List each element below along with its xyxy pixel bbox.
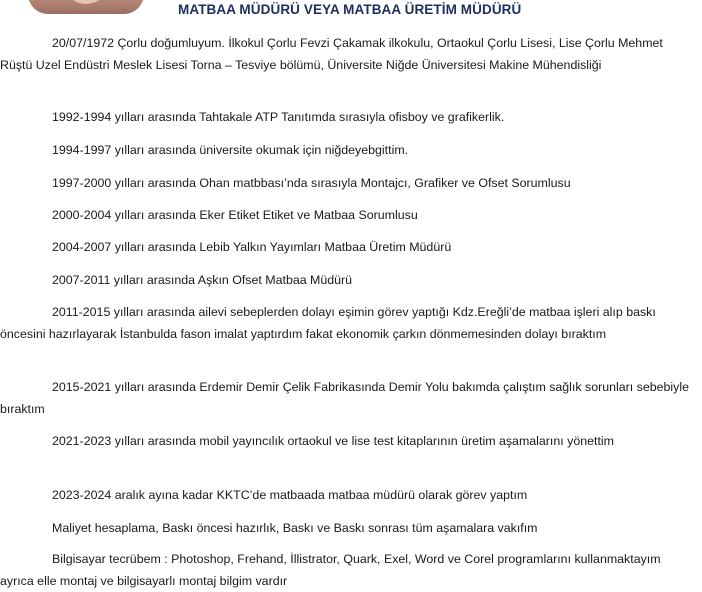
experience-item: 1994-1997 yılları arasında üniversite okumak için niğdeyebgittim. xyxy=(52,143,409,157)
experience-item: 2011-2015 yılları arasında ailevi sebeplerden dolayı eşimin görev yaptığı Kdz.Ereğli’de matbaa işleri alıp baskı öncesini hazırlayarak İstanbulda fason imalat yaptırdım fakat ekonomik çarkın dönmemesinden dolayı bıraktım xyxy=(0,305,660,341)
experience-item: 2000-2004 yılları arasında Eker Etiket Etiket ve Matbaa Sorumlusu xyxy=(52,208,418,222)
experience-item: 1992-1994 yılları arasında Tahtakale ATP Tanıtımda sırasıyla ofisboy ve grafikerlik. xyxy=(52,110,505,124)
profile-photo xyxy=(28,0,144,14)
experience-item: 2004-2007 yılları arasında Lebib Yalkın Yayımları Matbaa Üretim Müdürü xyxy=(52,240,452,254)
experience-item: 2007-2011 yılları arasında Aşkın Ofset Matbaa Müdürü xyxy=(52,273,353,287)
skills-item: Bilgisayar tecrübem : Photoshop, Frehand, İllistrator, Quark, Exel, Word ve Corel programlarını kullanmaktayım ayrıca elle montaj ve bilgisayarlı montaj bilgim vardır xyxy=(0,552,664,588)
experience-item: 2015-2021 yılları arasında Erdemir Demir Çelik Fabrikasında Demir Yolu bakımda çalıştım sağlık sorunları sebebiyle bıraktım xyxy=(0,380,693,416)
experience-item: 1997-2000 yılları arasında Ohan matbbası’nda sırasıyla Montajcı, Grafiker ve Ofset Sorumlusu xyxy=(52,176,571,190)
experience-item: 2021-2023 yılları arasında mobil yayıncılık ortaokul ve lise test kitaplarının üretim aşamalarını yönettim xyxy=(52,434,614,448)
skills-item: Maliyet hesaplama, Baskı öncesi hazırlık, Baskı ve Baskı sonrası tüm aşamalara vakıfım xyxy=(52,521,538,535)
document-title: MATBAA MÜDÜRÜ VEYA MATBAA ÜRETİM MÜDÜRÜ xyxy=(178,2,522,17)
intro-paragraph: 20/07/1972 Çorlu doğumluyum. İlkokul Çorlu Fevzi Çakamak ilkokulu, Ortaokul Çorlu Lisesi, Lise Çorlu Mehmet Rüştü Uzel Endüstri Meslek Lisesi Torna – Tesviye bölümü, Üniversite Niğde Üniversitesi Makine Mühendisliği xyxy=(0,36,667,72)
experience-item: 2023-2024 aralık ayına kadar KKTC’de matbaada matbaa müdürü olarak görev yaptım xyxy=(52,488,528,502)
